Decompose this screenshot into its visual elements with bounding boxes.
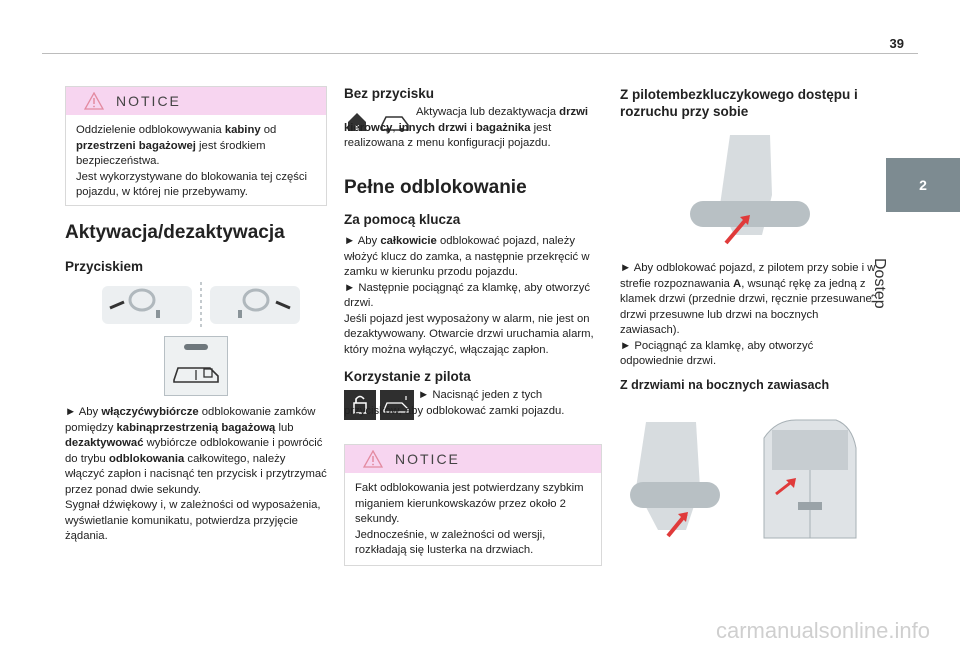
notice-body — [66, 115, 326, 209]
section-title-keyless: Z pilotembezkluczykowego dostępu i rozruchu przy sobie — [620, 87, 858, 119]
subtitle-remote: Korzystanie z pilota — [344, 369, 471, 384]
chapter-tab[interactable]: 2 — [886, 158, 960, 212]
instruction-paragraph: ► Aby włączyćwybiórcze odblokowanie zamków pomiędzy kabinąprzestrzenią bagażową lub dezaktywować wybiórcze odblokowanie i powrócić do trybu odblokowania całkowitego, należy włączyć zapłon i nacisnąć ten przycisk i przytrzymać przez ponad dwie sekundy. — [65, 406, 327, 496]
keyless-instructions: ► Aby odblokować pojazd, z pilotem przy sobie i w strefie rozpoznawania A, wsunąć rękę za jedną z klamek drzwi (przednie drzwi, ręcznie przesuwane drzwi przesuwne lub drzwi na bocznych zawiasach). ► Pociągnąć za klamkę, aby otworzyć odpowiednie drzwi. — [620, 262, 876, 367]
section-title-full-unlock: Pełne odblokowanie — [344, 177, 527, 198]
subtitle-without-button: Bez przycisku — [344, 86, 435, 101]
notice-title: NOTICE — [116, 93, 181, 109]
hand-handle-illustration — [690, 135, 810, 245]
header-rule — [42, 53, 918, 54]
interior-illustration — [98, 280, 304, 330]
remote-instructions: ► Nacisnąć jeden z tych przycisków, aby odblokować zamki pojazdu. — [344, 389, 565, 417]
warning-icon — [84, 92, 104, 110]
notice-body: Fakt odblokowania jest potwierdzany szybkim miganiem kierunkowskazów przez około 2 sekundy. Jednocześnie, w zależności od wersji, rozkładają się lusterka na drzwiach. — [355, 482, 584, 556]
notice-box-cabin — [65, 86, 327, 206]
notice-title: NOTICE — [395, 451, 460, 467]
chapter-label: Dostęp — [871, 258, 888, 309]
instruction-paragraph: Sygnał dźwiękowy i, w zależności od wyposażenia, wyświetlanie komunikatu, potwierdza przyjęcie żądania. — [65, 499, 321, 542]
subtitle-button: Przyciskiem — [65, 259, 144, 274]
subtitle-key: Za pomocą klucza — [344, 212, 461, 227]
rear-door-illustration — [626, 418, 866, 542]
page-number: 39 — [889, 36, 904, 51]
notice-header — [66, 87, 326, 115]
notice-paragraph: Jest wykorzystywane do blokowania tej części pojazdu, w której nie przebywamy. — [76, 170, 308, 198]
notice-header — [345, 445, 601, 473]
notice-box-unlock — [344, 444, 602, 566]
without-button-text: Aktywacja lub dezaktywacja drzwi kierowcy, innych drzwi i bagażnika jest realizowana z menu konfiguracji pojazdu. — [344, 106, 589, 149]
section-title-activation: Aktywacja/dezaktywacja — [65, 222, 285, 243]
footer-watermark: carmanualsonline.info — [715, 618, 930, 643]
key-instructions: ► Aby całkowicie odblokować pojazd, należy włożyć klucz do zamka, a następnie przekręcić w zamku w kierunku przodu pojazdu. ► Następnie pociągnąć za klamkę, aby otworzyć drzwi. Jeśli pojazd jest wyposażony w alarm, nie jest on dezaktywowany. Otwarcie drzwi uruchamia alarm, który można wyłączyć, włączając zapłon. — [344, 235, 594, 356]
subtitle-side-hinged-doors: Z drzwiami na bocznych zawiasach — [620, 378, 830, 392]
warning-icon — [363, 450, 383, 468]
activation-instructions — [65, 405, 327, 545]
notice-paragraph: Oddzielenie odblokowywania kabiny od przestrzeni bagażowej jest środkiem bezpieczeństwa. — [76, 124, 277, 167]
trunk-lock-button-icon — [164, 336, 228, 396]
